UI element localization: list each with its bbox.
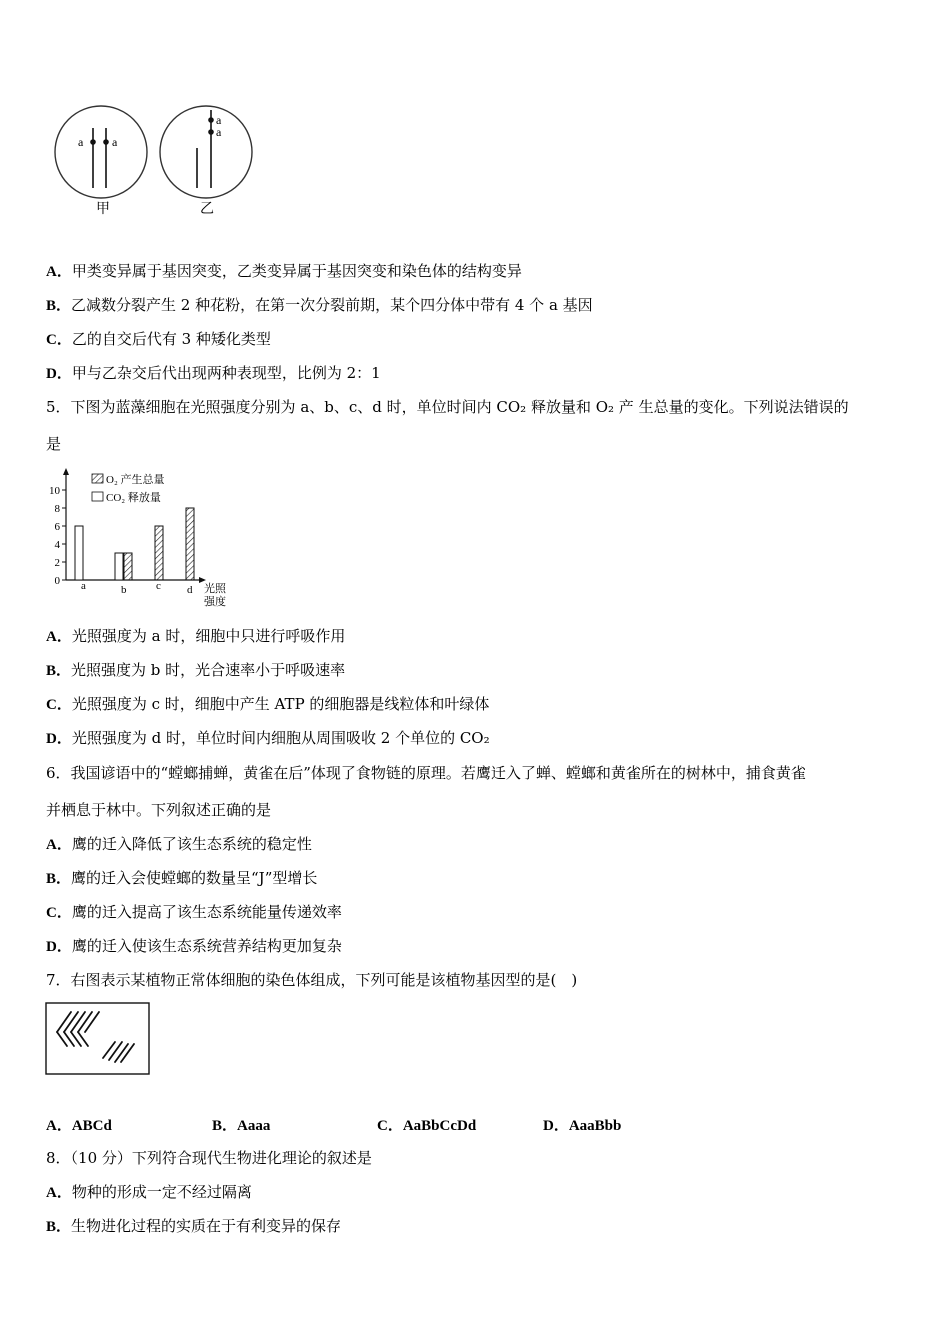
y-tick-label: 10	[49, 485, 60, 497]
allele-label-right: a	[112, 135, 118, 149]
q8-option-b: B．生物进化过程的实质在于有利变异的保存	[46, 1217, 342, 1235]
q5-option-c: C．光照强度为 c 时，细胞中产生 ATP 的细胞器是线粒体和叶绿体	[46, 695, 490, 713]
y-tick-label: 2	[54, 557, 60, 569]
q6-stem-cont: 并栖息于林中。下列叙述正确的是	[46, 801, 272, 819]
q5-option-a: A．光照强度为 a 时，细胞中只进行呼吸作用	[46, 627, 346, 645]
legend-label-o2: O₂ 产生总量	[106, 474, 165, 486]
allele-label-top: a	[216, 113, 222, 127]
cell-jia	[55, 106, 147, 198]
q6-option-d: D．鹰的迁入使该生态系统营养结构更加复杂	[46, 937, 342, 955]
q6-option-b: B．鹰的迁入会使螳螂的数量呈“J”型增长	[46, 869, 318, 887]
x-axis-label-1: 光照	[204, 583, 226, 595]
q7-option-b: B．Aaaa	[212, 1118, 271, 1134]
chromosome-set-figure-q7	[45, 1002, 151, 1076]
y-tick-label: 0	[54, 575, 60, 587]
q5-option-b: B．光照强度为 b 时，光合速率小于呼吸速率	[46, 661, 346, 679]
q4-option-b: B．乙减数分裂产生 2 种花粉，在第一次分裂前期，某个四分体中带有 4 个 a 基因	[46, 296, 593, 314]
bar-o2-c	[155, 526, 163, 580]
y-tick-label: 8	[54, 503, 60, 515]
q7-option-c: C．AaBbCcDd	[377, 1118, 477, 1134]
q7-option-d: D．AaaBbb	[543, 1118, 622, 1134]
q7-option-a: A．ABCd	[46, 1118, 112, 1134]
q6-option-c: C．鹰的迁入提高了该生态系统能量传递效率	[46, 903, 342, 921]
q8-option-a: A．物种的形成一定不经过隔离	[46, 1183, 252, 1201]
y-tick-label: 4	[54, 539, 60, 551]
q5-stem-cont: 是	[46, 435, 62, 453]
bar-co2-b	[115, 553, 123, 580]
x-axis-label-2: 强度	[204, 596, 226, 608]
x-category-label: b	[121, 584, 127, 596]
label-yi: 乙	[200, 202, 214, 217]
q6-stem: 6．我国谚语中的“螳螂捕蝉，黄雀在后”体现了食物链的原理。若鹰迁入了蝉、螳螂和黄雀所在的树林中，捕食黄雀	[46, 764, 806, 782]
bar-co2-a	[75, 526, 83, 580]
q5-option-d: D．光照强度为 d 时，单位时间内细胞从周围吸收 2 个单位的 CO₂	[46, 729, 490, 747]
x-category-label: c	[156, 580, 161, 592]
q7-options-row	[46, 1114, 746, 1134]
legend-swatch-o2	[92, 474, 103, 483]
allele-label-bottom: a	[216, 125, 222, 139]
legend-swatch-co2	[92, 492, 103, 501]
y-tick-label: 6	[54, 521, 60, 533]
q7-stem: 7．右图表示某植物正常体细胞的染色体组成，下列可能是该植物基因型的是( )	[46, 971, 578, 989]
allele-label-left: a	[78, 135, 84, 149]
label-jia: 甲	[96, 202, 110, 217]
bar-chart-q5	[44, 466, 244, 612]
q4-option-c: C．乙的自交后代有 3 种矮化类型	[46, 330, 271, 348]
legend-label-co2: CO₂ 释放量	[106, 492, 161, 504]
x-category-label: a	[81, 580, 86, 592]
q4-option-a: A．甲类变异属于基因突变，乙类变异属于基因突变和染色体的结构变异	[46, 262, 522, 280]
bar-o2-b	[124, 553, 132, 580]
x-category-label: d	[187, 584, 193, 596]
chromosome-figure-q4	[48, 100, 263, 222]
q4-option-d: D．甲与乙杂交后代出现两种表现型，比例为 2：1	[46, 364, 381, 382]
q5-stem: 5．下图为蓝藻细胞在光照强度分别为 a、b、c、d 时，单位时间内 CO₂ 释放量和 O₂ 产 生总量的变化。下列说法错误的	[46, 398, 849, 416]
cell-yi	[160, 106, 252, 198]
q8-stem: 8．（10 分）下列符合现代生物进化理论的叙述是	[46, 1149, 372, 1167]
bar-o2-d	[186, 508, 194, 580]
y-axis-arrow	[63, 468, 69, 475]
q6-option-a: A．鹰的迁入降低了该生态系统的稳定性	[46, 835, 312, 853]
